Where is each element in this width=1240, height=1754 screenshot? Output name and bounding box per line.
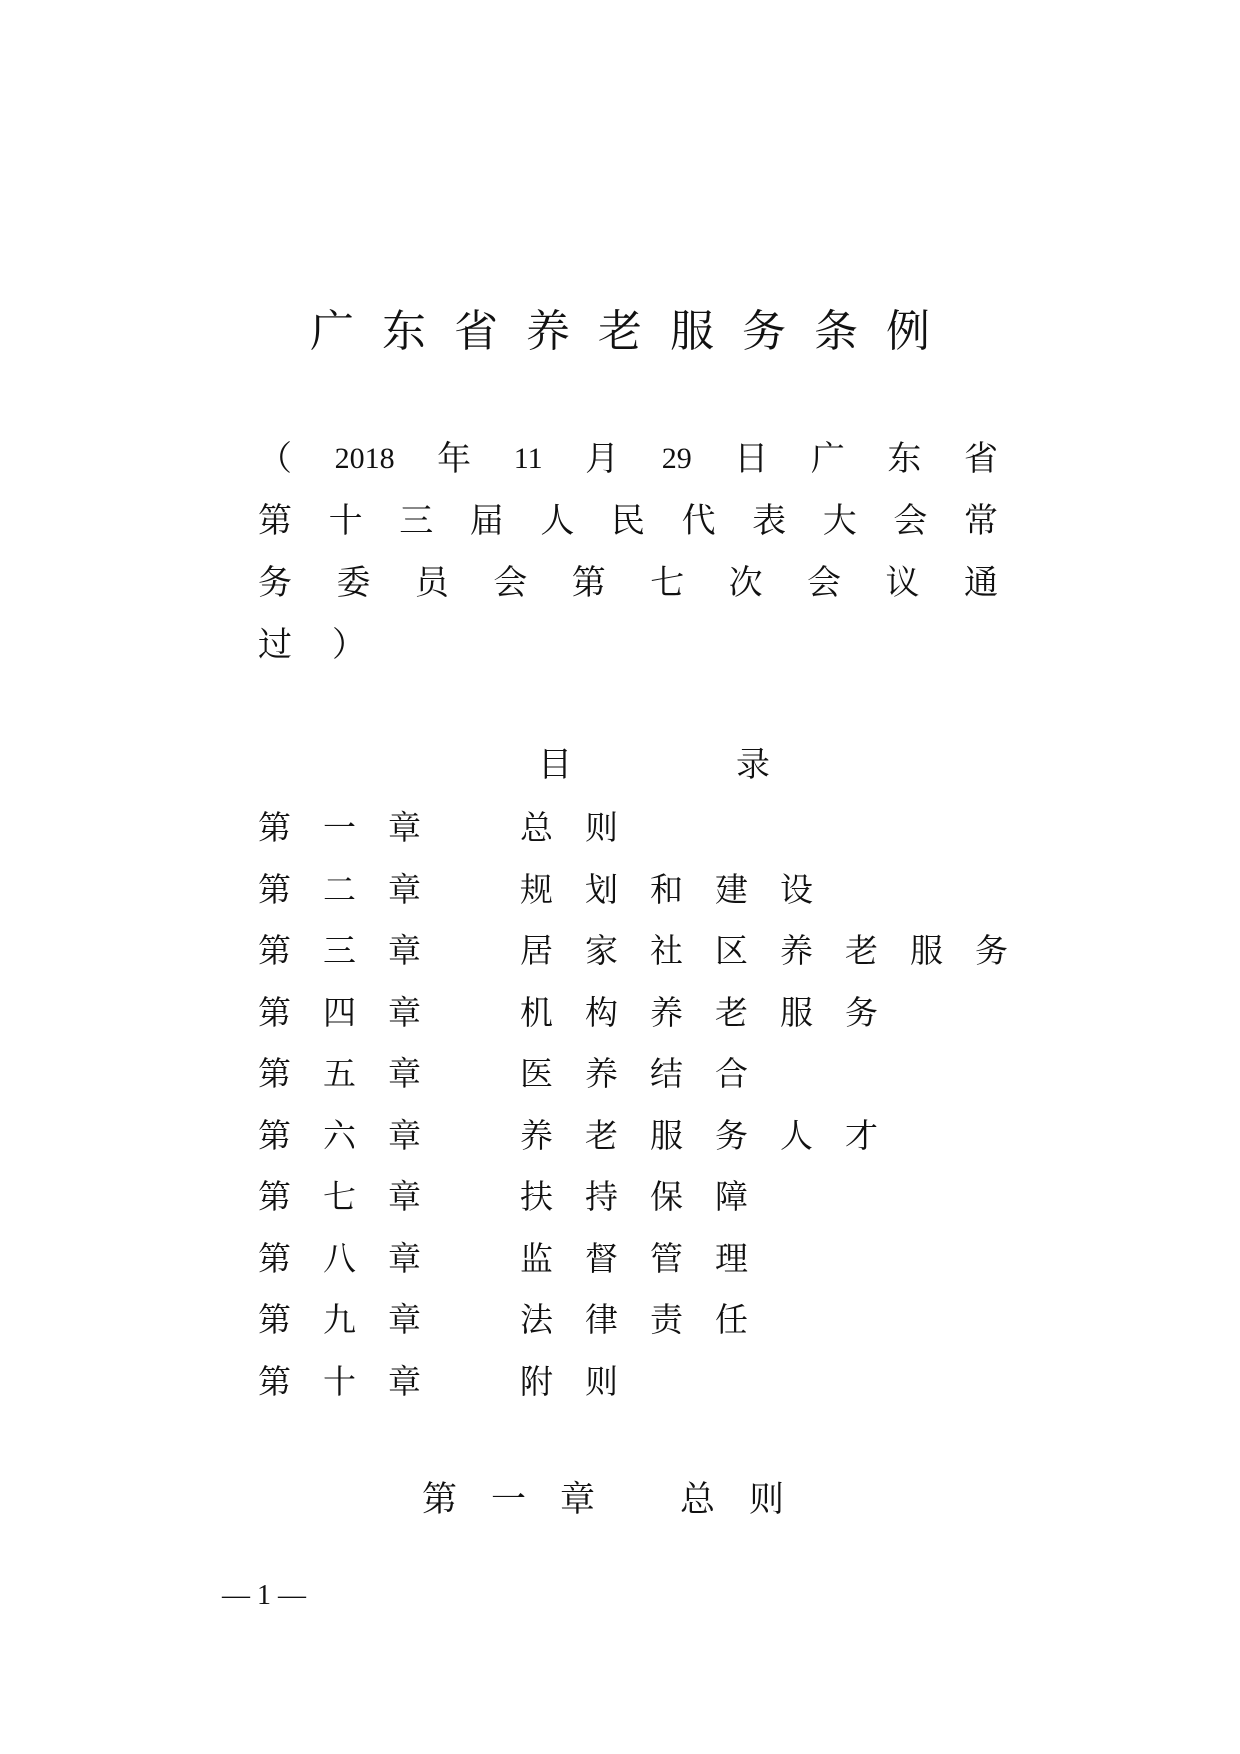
toc-chapter-title: 机构养老服务	[520, 992, 910, 1032]
toc-chapter-title: 总则	[520, 808, 650, 848]
toc-item-chapter-1[interactable]	[258, 795, 1040, 857]
toc-chapter-number: 第三章	[258, 931, 453, 971]
toc-heading-part-2: 录	[736, 745, 770, 785]
toc-chapter-number: 第九章	[258, 1300, 453, 1340]
adoption-char: 通	[963, 563, 998, 603]
adoption-day: 29	[661, 442, 692, 475]
toc-item-chapter-3[interactable]	[258, 918, 1040, 980]
toc-item-chapter-9[interactable]	[258, 1287, 1040, 1349]
toc-item-chapter-8[interactable]	[258, 1226, 1040, 1288]
toc-chapter-title: 规划和建设	[520, 869, 845, 909]
toc-item-chapter-10[interactable]	[258, 1349, 1040, 1411]
toc-chapter-title: 附则	[520, 1361, 650, 1401]
document-title: 广东省养老服务条例	[310, 306, 958, 357]
page-number: — 1 —	[222, 1580, 306, 1611]
adoption-char: 届	[469, 501, 504, 541]
adoption-char: 会	[807, 563, 842, 603]
toc-chapter-title: 法律责任	[520, 1300, 780, 1340]
adoption-char: ）	[332, 625, 366, 665]
adoption-char: 十	[328, 501, 363, 541]
adoption-char: 代	[681, 501, 716, 541]
toc-chapter-number: 第四章	[258, 992, 453, 1032]
adoption-char: 大	[822, 501, 857, 541]
adoption-char: 委	[336, 563, 371, 603]
adoption-char: 第	[258, 501, 292, 541]
adoption-char: 过	[258, 625, 292, 665]
toc-chapter-number: 第七章	[258, 1177, 453, 1217]
adoption-note	[258, 428, 998, 676]
toc-item-chapter-4[interactable]	[258, 980, 1040, 1042]
adoption-char: 月	[585, 439, 620, 479]
adoption-char: 会	[893, 501, 928, 541]
toc-chapter-title: 监督管理	[520, 1238, 780, 1278]
toc-chapter-number: 第二章	[258, 869, 453, 909]
adoption-char: 东	[887, 439, 922, 479]
toc-chapter-number: 第六章	[258, 1115, 453, 1155]
adoption-char: 广	[810, 439, 845, 479]
toc-chapter-number: 第五章	[258, 1054, 453, 1094]
adoption-char: 表	[752, 501, 787, 541]
adoption-char: 省	[963, 439, 998, 479]
adoption-char: 常	[963, 501, 998, 541]
chapter-heading-number: 第一章	[422, 1480, 630, 1520]
adoption-char: 日	[734, 439, 769, 479]
adoption-char: 员	[414, 563, 449, 603]
adoption-char: 年	[437, 439, 472, 479]
adoption-note-line-1	[258, 428, 998, 490]
adoption-char: 第	[571, 563, 606, 603]
adoption-note-line-2	[258, 490, 998, 552]
adoption-note-line-4	[258, 614, 998, 676]
toc-item-chapter-2[interactable]	[258, 857, 1040, 919]
chapter-heading-title: 总则	[680, 1480, 819, 1520]
toc-chapter-number: 第一章	[258, 808, 453, 848]
adoption-month: 11	[513, 442, 543, 475]
adoption-year: 2018	[334, 442, 395, 475]
adoption-char: 会	[493, 563, 528, 603]
adoption-char: 次	[728, 563, 763, 603]
toc-heading-part-1: 目	[538, 745, 572, 785]
toc-item-chapter-6[interactable]	[258, 1103, 1040, 1165]
adoption-char: （	[258, 439, 292, 479]
toc-chapter-title: 居家社区养老服务	[520, 931, 1040, 971]
adoption-char: 人	[540, 501, 575, 541]
adoption-char: 务	[258, 563, 292, 603]
chapter-heading	[422, 1470, 818, 1530]
toc-chapter-number: 第十章	[258, 1361, 453, 1401]
adoption-note-line-3	[258, 552, 998, 614]
toc-chapter-title: 扶持保障	[520, 1177, 780, 1217]
toc-chapter-title: 医养结合	[520, 1054, 780, 1094]
toc-heading	[538, 735, 770, 795]
adoption-char: 七	[650, 563, 685, 603]
adoption-char: 议	[885, 563, 920, 603]
toc-item-chapter-5[interactable]	[258, 1041, 1040, 1103]
adoption-char: 三	[399, 501, 434, 541]
toc-list	[258, 795, 1040, 1410]
toc-chapter-title: 养老服务人才	[520, 1115, 910, 1155]
toc-item-chapter-7[interactable]	[258, 1164, 1040, 1226]
adoption-char: 民	[610, 501, 645, 541]
toc-chapter-number: 第八章	[258, 1238, 453, 1278]
